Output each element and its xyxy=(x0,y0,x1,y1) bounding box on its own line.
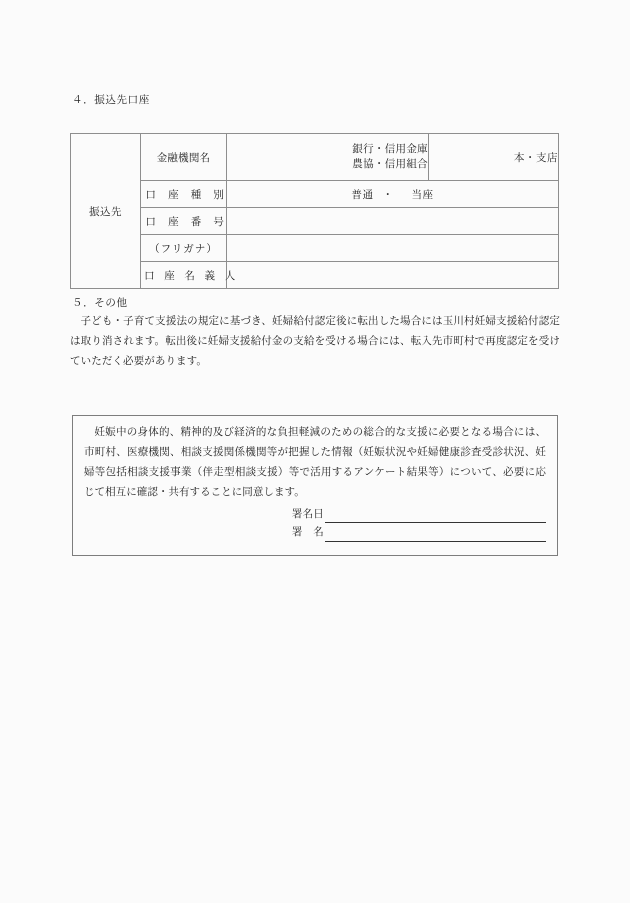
table-label-account-number: 口 座 番 号 xyxy=(141,208,227,235)
table-row-furigana xyxy=(71,235,559,262)
table-cell-furigana-input[interactable] xyxy=(227,235,559,262)
signature-name-input[interactable] xyxy=(325,528,546,542)
account-type-option-toza[interactable]: 当座 xyxy=(411,188,434,201)
section-4-heading: ４．振込先口座 xyxy=(72,94,150,106)
table-label-financial-institution-name: 金融機関名 xyxy=(141,134,227,181)
bank-kind-line-1: 銀行・信用金庫 xyxy=(352,142,428,155)
signature-date-row xyxy=(84,505,546,524)
signature-name-label: 署 名 xyxy=(291,526,324,539)
signature-date-input[interactable] xyxy=(325,509,546,523)
signature-block xyxy=(84,505,546,542)
section-5-heading: ５．その他 xyxy=(72,297,128,309)
table-cell-account-holder-input[interactable] xyxy=(227,262,559,289)
account-type-separator: ・ xyxy=(382,188,394,201)
table-row-account-number xyxy=(71,208,559,235)
table-cell-account-type-options[interactable] xyxy=(227,181,559,208)
table-cell-bank-kinds[interactable] xyxy=(227,134,429,181)
table-rowheader-transfer-destination: 振込先 xyxy=(71,134,141,289)
consent-box xyxy=(72,415,558,556)
signature-date-label: 署名日 xyxy=(291,507,324,520)
table-label-furigana: （フリガナ） xyxy=(141,235,227,262)
signature-name-row xyxy=(84,523,546,542)
account-type-option-futsu[interactable]: 普通 xyxy=(351,188,374,201)
table-cell-account-number-input[interactable] xyxy=(227,208,559,235)
bank-account-table xyxy=(70,133,559,289)
table-cell-branch[interactable]: 本・支店 xyxy=(429,134,559,181)
table-row-financial-institution xyxy=(71,134,559,181)
bank-kind-line-2: 農協・信用組合 xyxy=(352,158,428,170)
table-label-account-type: 口 座 種 別 xyxy=(141,181,227,208)
table-label-account-holder: 口 座 名 義 人 xyxy=(141,262,227,289)
section-5-paragraph: 子ども・子育て支援法の規定に基づき、妊婦給付認定後に転出した場合には玉川村妊婦支援給付認定は取り消されます。転出後に妊婦支援給付金の支給を受ける場合には、転入先市町村で再度認定を受けていただく必要があります。 xyxy=(70,315,560,368)
table-row-account-holder xyxy=(71,262,559,289)
table-row-account-type xyxy=(71,181,559,208)
consent-paragraph: 妊娠中の身体的、精神的及び経済的な負担軽減のための総合的な支援に必要となる場合には、市町村、医療機関、相談支援関係機関等が把握した情報（妊娠状況や妊婦健康診査受診状況、妊婦等包括相談支援事業（伴走型相談支援）等で活用するアンケート結果等）について、必要に応じて相互に確認・共有することに同意します。 xyxy=(84,426,546,499)
